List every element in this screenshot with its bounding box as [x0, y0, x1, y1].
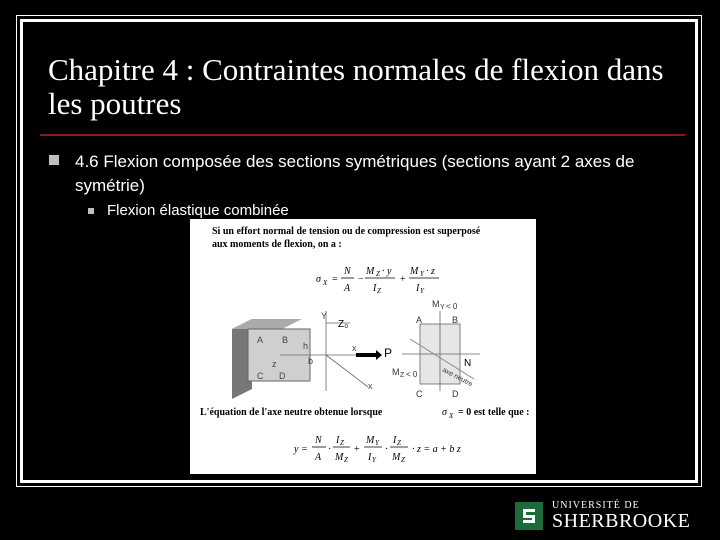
eq1-n: N	[344, 266, 351, 277]
svg-text:A: A	[315, 452, 322, 463]
svg-text:N: N	[464, 358, 472, 369]
university-logo	[515, 500, 705, 532]
svg-text:I: I	[416, 283, 420, 294]
svg-text:z: z	[272, 359, 277, 369]
svg-text:D: D	[279, 371, 286, 381]
svg-text:B: B	[282, 335, 289, 345]
svg-text:I: I	[368, 452, 372, 463]
svg-text:·: ·	[328, 444, 332, 455]
svg-text:Z: Z	[401, 456, 405, 464]
svg-text:−: −	[358, 274, 364, 285]
logo-small-text: UNIVERSITÉ DE	[552, 500, 640, 511]
svg-text:·: ·	[385, 444, 389, 455]
svg-text:Y: Y	[440, 304, 445, 311]
sub-bullet-marker	[88, 208, 94, 214]
svg-text:σ: σ	[442, 407, 447, 418]
neutral-axis-cond: = 0 est telle que :	[458, 407, 530, 418]
svg-text:+: +	[400, 274, 406, 285]
eq1-sigma: σ	[316, 274, 321, 285]
svg-text:x: x	[368, 381, 373, 391]
eq1-my: M	[410, 266, 419, 277]
combined-bending-figure	[190, 219, 536, 474]
svg-text:x: x	[352, 343, 357, 353]
equation-1	[316, 266, 439, 295]
svg-text:I: I	[336, 435, 340, 446]
svg-text:< 0: < 0	[446, 302, 458, 311]
svg-text:M: M	[392, 452, 401, 463]
intro-line-2: aux moments de flexion, on a :	[212, 239, 342, 250]
svg-text:Y: Y	[420, 287, 424, 295]
svg-text:Z: Z	[377, 287, 381, 295]
svg-text:< 0: < 0	[406, 370, 418, 379]
svg-text:M: M	[432, 299, 440, 309]
sherbrooke-logo-icon	[515, 502, 543, 530]
svg-text:Z: Z	[376, 270, 380, 278]
eq1-mz: M	[366, 266, 375, 277]
svg-text:Y: Y	[321, 311, 328, 321]
svg-text:C: C	[257, 371, 264, 381]
svg-text:=: =	[332, 274, 338, 285]
bullet-marker	[49, 155, 59, 165]
svg-text:A: A	[416, 315, 423, 325]
svg-text:A: A	[257, 335, 264, 345]
svg-text:Z: Z	[397, 439, 401, 447]
cross-section	[392, 299, 480, 399]
svg-text:M: M	[335, 452, 344, 463]
svg-text:D: D	[452, 389, 459, 399]
svg-text:I: I	[373, 283, 377, 294]
svg-text:axe neutre: axe neutre	[441, 366, 474, 389]
bullet-text-level2: Flexion élastique combinée	[107, 202, 289, 219]
eq1-a: A	[344, 283, 351, 294]
svg-text:· z: · z	[426, 266, 435, 277]
svg-text:X: X	[449, 412, 454, 420]
beam-sketch	[232, 311, 392, 399]
figure-svg	[190, 219, 536, 474]
title-divider	[40, 134, 685, 136]
slide-title: Chapitre 4 : Contraintes normales de flexion dans les poutres	[48, 52, 664, 121]
svg-text:M: M	[392, 367, 400, 377]
svg-text:+: +	[354, 444, 360, 455]
svg-text:Y: Y	[372, 456, 376, 464]
svg-text:Z: Z	[344, 456, 348, 464]
eq2-tail: · z = a + b z	[412, 444, 461, 455]
svg-text:b: b	[308, 356, 314, 366]
svg-text:Y: Y	[420, 270, 424, 278]
eq1-sigma-sub: X	[323, 279, 328, 287]
svg-text:h: h	[303, 341, 309, 351]
logo-big-text: SHERBROOKE	[552, 510, 691, 532]
equation-2	[293, 435, 461, 464]
intro-line-1: Si un effort normal de tension ou de compression est superposé	[212, 226, 481, 237]
svg-text:Z: Z	[400, 372, 405, 379]
svg-text:I: I	[393, 435, 397, 446]
svg-text:M: M	[366, 435, 375, 446]
svg-text:P: P	[384, 346, 393, 360]
svg-text:N: N	[315, 435, 322, 446]
neutral-axis-text: L'équation de l'axe neutre obtenue lorsque	[200, 407, 383, 418]
svg-text:Z: Z	[340, 439, 344, 447]
svg-text:Z₀: Z₀	[338, 319, 349, 330]
svg-text:y =: y =	[294, 444, 308, 455]
bullet-text-level1: 4.6 Flexion composée des sections symétriques (sections ayant 2 axes de symétrie)	[75, 152, 635, 195]
svg-text:Y: Y	[375, 439, 379, 447]
svg-text:· y: · y	[382, 266, 392, 277]
svg-text:C: C	[416, 389, 423, 399]
svg-text:B: B	[452, 315, 459, 325]
